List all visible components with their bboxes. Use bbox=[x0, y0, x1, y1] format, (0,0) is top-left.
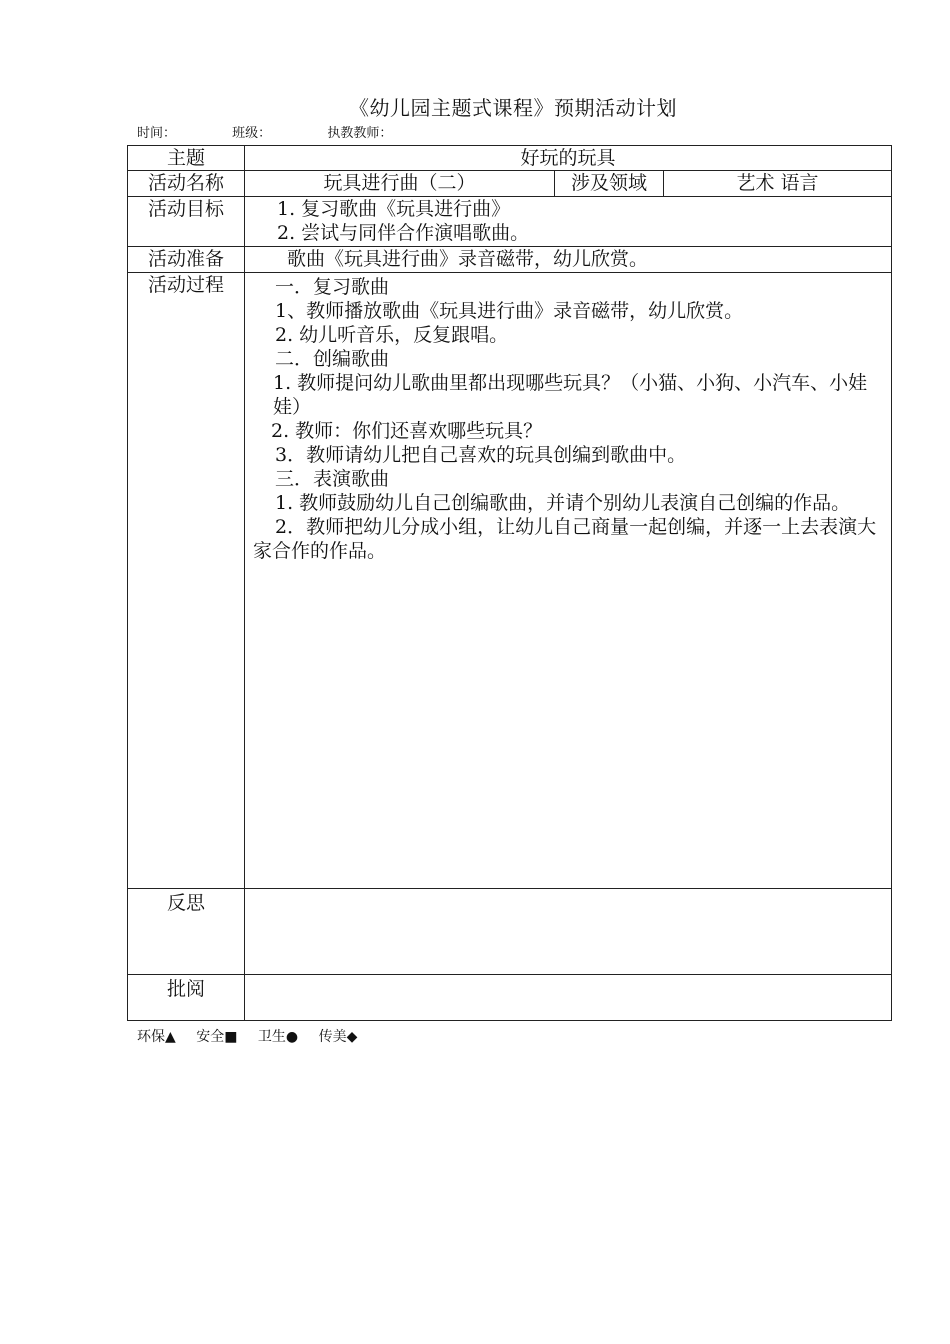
goals-label: 活动目标 bbox=[128, 197, 245, 247]
row-reflection bbox=[128, 889, 892, 975]
domain-value: 艺术 语言 bbox=[664, 171, 892, 197]
process-step: 3．教师请幼儿把自己喜欢的玩具创编到歌曲中。 bbox=[275, 444, 687, 466]
legend-safety: 安全■ bbox=[196, 1029, 238, 1045]
row-review bbox=[128, 975, 892, 1021]
process-step: 2. 幼儿听音乐，反复跟唱。 bbox=[275, 324, 509, 346]
theme-label: 主题 bbox=[128, 146, 245, 171]
process-heading: 二．创编歌曲 bbox=[275, 348, 390, 370]
goal-item: 2. 尝试与同伴合作演唱歌曲。 bbox=[277, 222, 530, 244]
domain-label: 涉及领域 bbox=[555, 171, 664, 197]
process-content bbox=[245, 273, 892, 889]
row-theme bbox=[128, 146, 892, 171]
row-preparation bbox=[128, 247, 892, 273]
process-step: 2. 教师：你们还喜欢哪些玩具？ bbox=[271, 420, 543, 442]
theme-value: 好玩的玩具 bbox=[245, 146, 892, 171]
review-value bbox=[245, 975, 892, 1021]
row-activity-name bbox=[128, 171, 892, 197]
teacher-label: 执教教师： bbox=[327, 126, 393, 141]
time-label: 时间： bbox=[137, 126, 177, 141]
footer-legend bbox=[137, 1026, 373, 1046]
activity-name-value: 玩具进行曲（二） bbox=[245, 171, 555, 197]
preparation-label: 活动准备 bbox=[128, 247, 245, 273]
process-label: 活动过程 bbox=[128, 273, 245, 889]
process-step: 1. 教师提问幼儿歌曲里都出现哪些玩具？（小猫、小狗、小汽车、小娃娃） bbox=[273, 372, 868, 418]
page-title: 《幼儿园主题式课程》预期活动计划 bbox=[349, 96, 677, 120]
legend-hygiene: 卫生● bbox=[257, 1029, 299, 1045]
legend-tradition: 传美◆ bbox=[318, 1029, 358, 1045]
process-step: 1. 教师鼓励幼儿自己创编歌曲，并请个别幼儿表演自己创编的作品。 bbox=[275, 492, 851, 514]
preparation-value: 歌曲《玩具进行曲》录音磁带，幼儿欣赏。 bbox=[245, 247, 892, 273]
row-process bbox=[128, 273, 892, 889]
goals-content bbox=[245, 197, 892, 247]
activity-plan-table bbox=[127, 145, 892, 1021]
process-heading: 三．表演歌曲 bbox=[275, 468, 390, 490]
meta-line bbox=[137, 122, 392, 141]
process-heading: 一．复习歌曲 bbox=[275, 276, 390, 298]
reflection-value bbox=[245, 889, 892, 975]
goal-item: 1. 复习歌曲《玩具进行曲》 bbox=[277, 198, 511, 220]
activity-name-label: 活动名称 bbox=[128, 171, 245, 197]
review-label: 批阅 bbox=[128, 975, 245, 1021]
legend-environment: 环保▲ bbox=[137, 1029, 176, 1045]
process-step: 2．教师把幼儿分成小组，让幼儿自己商量一起创编，并逐一上去表演大家合作的作品。 bbox=[253, 516, 877, 562]
row-goals bbox=[128, 197, 892, 247]
process-step: 1、教师播放歌曲《玩具进行曲》录音磁带，幼儿欣赏。 bbox=[275, 300, 744, 322]
reflection-label: 反思 bbox=[128, 889, 245, 975]
class-label: 班级： bbox=[232, 126, 272, 141]
